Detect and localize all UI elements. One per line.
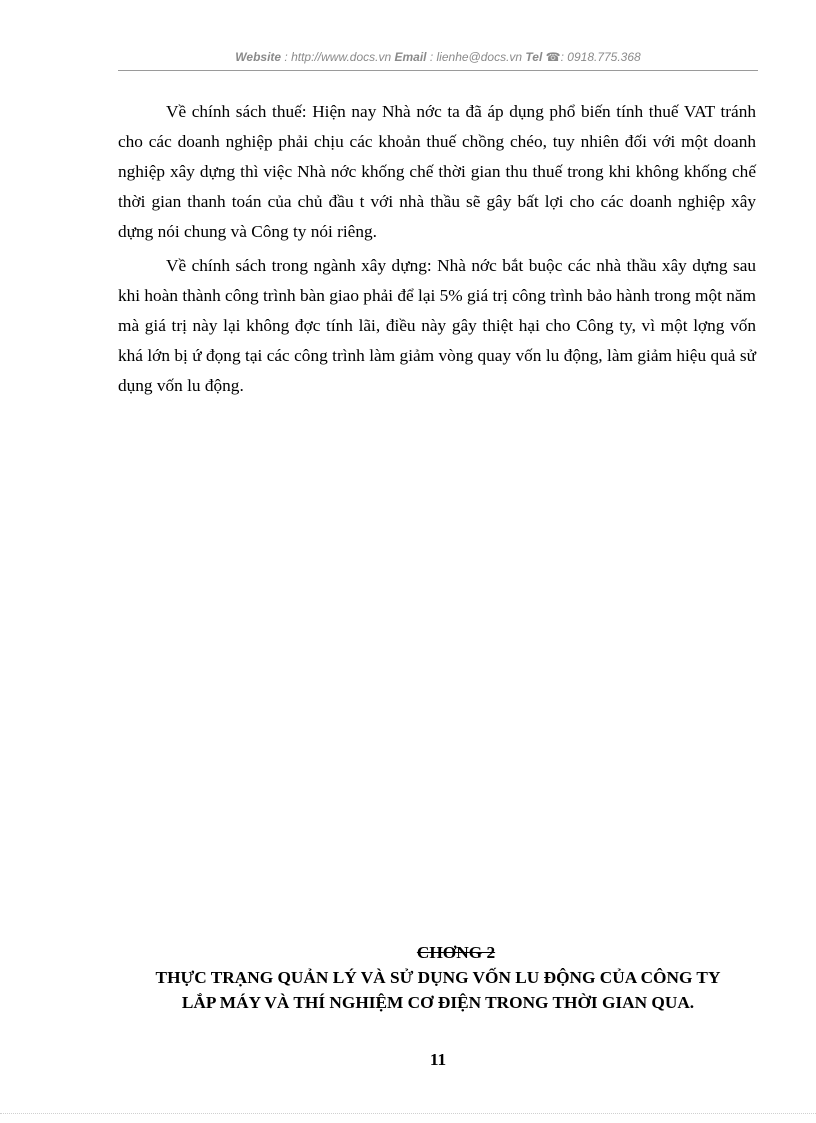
footer-divider: [0, 1113, 816, 1114]
email-address: : lienhe@docs.vn: [429, 50, 523, 64]
phone-icon: ☎: [545, 50, 561, 64]
chapter-heading: [100, 940, 776, 1015]
paragraph-construction-policy: Về chính sách trong ngành xây dựng: Nhà nớc bắt buộc các nhà thầu xây dựng sau khi hoàn thành công trình bàn giao phải để lại 5% giá trị công trình bảo hành trong một năm mà giá trị này lại không đợc tính lãi, điều này gây thiệt hại cho Công ty, vì một lợng vốn khá lớn bị ứ đọng tại các công trình làm giảm vòng quay vốn lu động, làm giảm hiệu quả sử dụng vốn lu động.: [118, 256, 756, 395]
chapter-title-line-1: THỰC TRẠNG QUẢN LÝ VÀ SỬ DỤNG VỐN LU ĐỘNG CỦA CÔNG TY: [155, 968, 721, 987]
website-url: : http://www.docs.vn: [284, 50, 392, 64]
page-header: [118, 50, 758, 64]
email-label: Email: [394, 50, 427, 64]
paragraph-tax-policy: Về chính sách thuế: Hiện nay Nhà nớc ta đã áp dụng phổ biến tính thuế VAT tránh cho các doanh nghiệp phải chịu các khoản thuế chồng chéo, tuy nhiên đối với một doanh nghiệp xây dựng thì việc Nhà nớc khống chế thời gian thu thuế trong khi không khống chế thời gian thanh toán của chủ đầu t với nhà thầu sẽ gây bất lợi cho các doanh nghiệp xây dựng nói chung và Công ty nói riêng.: [118, 102, 756, 241]
header-divider: [118, 70, 758, 71]
chapter-title-line-2: LẮP MÁY VÀ THÍ NGHIỆM CƠ ĐIỆN TRONG THỜI GIAN QUA.: [181, 993, 695, 1012]
document-body: [118, 97, 756, 405]
chapter-label: CHƠNG 2: [416, 943, 496, 962]
tel-label: Tel: [525, 50, 543, 64]
tel-number: : 0918.775.368: [560, 50, 641, 64]
website-label: Website: [235, 50, 282, 64]
page-number: 11: [429, 1050, 447, 1069]
